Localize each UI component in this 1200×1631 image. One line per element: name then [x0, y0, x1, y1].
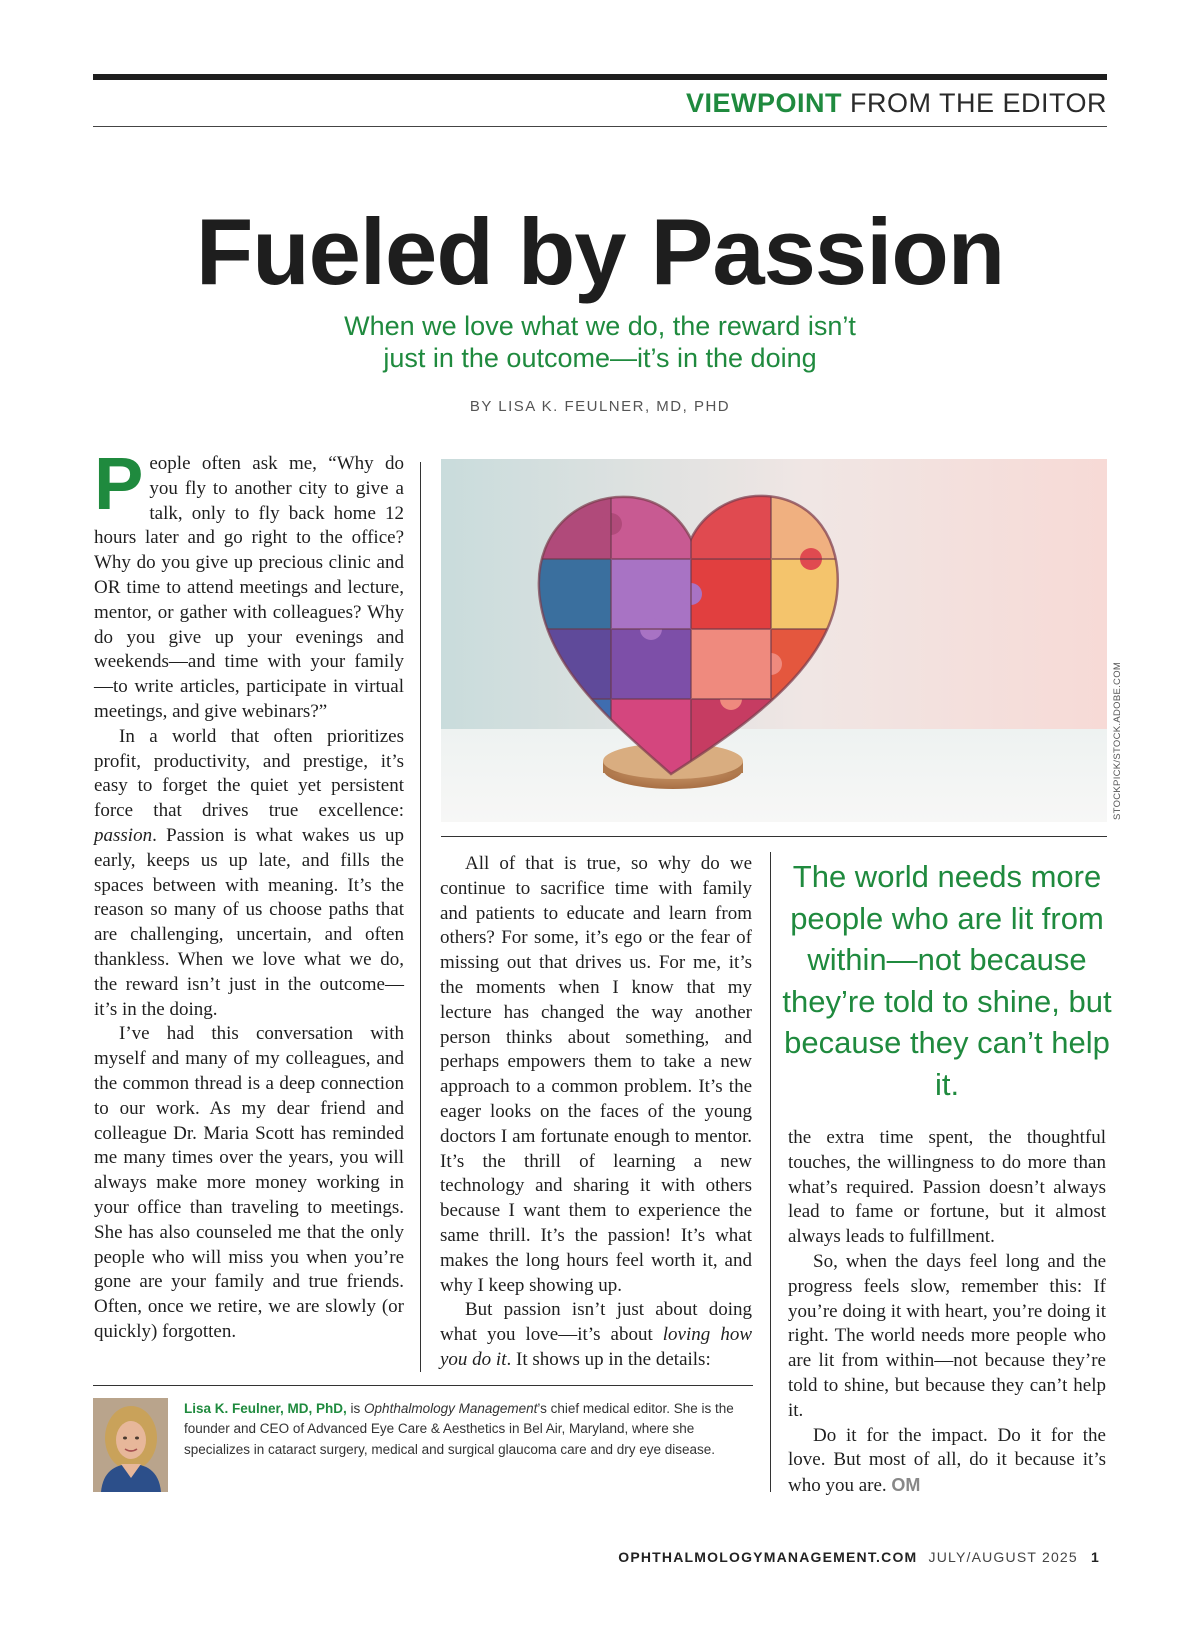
bio-text: is — [346, 1401, 365, 1416]
bio-rule — [93, 1385, 753, 1386]
header-rule — [93, 126, 1107, 127]
author-avatar — [93, 1398, 168, 1492]
emphasis: loving how you do it — [440, 1324, 752, 1370]
paragraph: All of that is true, so why do we continue to sacrifice time with family and patients to educate and learn from others? For some, it’s ego or the fear of missing out that drives us. For me, it’s the moments when I know that my lecture has changed the way another person thinks about something, and perhaps empowers them to take a new approach to a common problem. It’s the eager looks on the faces of the young doctors I am fortunate enough to mentor. It’s the thrill of learning a new technology and sharing it with others because I want them to experience the same thrill. It’s the passion! It’s what makes the long hours feel worth it, and why I keep showing up. — [440, 853, 752, 1296]
page-footer — [618, 1549, 1100, 1565]
drop-cap: P — [94, 442, 144, 525]
paragraph: I’ve had this conversation with myself and many of my colleagues, and the common thread is a deep connection to our work. As my dear friend and colleague Dr. Maria Scott has reminded me many times over the years, you will always make more money working in your office than traveling to meetings. She has also counseled me that the only people who will miss you when you’re gone are your family and true friends. Often, once we retire, we are slowly (or quickly) forgotten. — [94, 1023, 404, 1342]
heart-puzzle-image — [441, 459, 1107, 822]
byline: BY LISA K. FEULNER, MD, PHD — [469, 398, 731, 415]
paragraph — [440, 1298, 752, 1372]
author-bio — [184, 1399, 754, 1460]
bio-name: Lisa K. Feulner, MD, PhD, — [184, 1401, 347, 1416]
column-3 — [788, 1126, 1106, 1499]
emphasis: passion — [94, 824, 153, 846]
paragraph-text: . Passion is what wakes us up early, keeps us up late, and fills the spaces between with meaning. It’s the reason so many of us choose paths that are challenging, uncertain, and often thankless. When we love what we do, the reward isn’t just in the outcome—it’s in the doing. — [94, 824, 404, 1020]
paragraph — [94, 725, 404, 1023]
heart-puzzle-illustration — [441, 459, 1107, 822]
dek-line-2: just in the outcome—it’s in the doing — [383, 343, 817, 373]
paragraph: So, when the days feel long and the progress feels slow, remember this: If you’re doing it with heart, you’re doing it right. The world needs more people who are lit from within—not because they’re told to shine, but because they can’t help it. — [788, 1250, 1106, 1421]
footer-issue: JULY/AUGUST 2025 — [928, 1549, 1078, 1565]
paragraph — [788, 1424, 1106, 1499]
article-dek — [250, 310, 950, 374]
paragraph-text: But passion isn’t just about doing what you love—it’s about — [440, 1299, 752, 1346]
paragraph-text: In a world that often prioritizes profit, productivity, and prestige, it’s easy to forget the quiet yet persistent force that drives true excellence: — [94, 725, 404, 822]
top-rule — [93, 74, 1107, 80]
footer-website: OPHTHALMOLOGYMANAGEMENT.COM — [618, 1549, 918, 1565]
column-divider — [420, 462, 421, 1372]
photo-credit: STOCKPICK/STOCK.ADOBE.COM — [1112, 661, 1123, 820]
pull-quote: The world needs more people who are lit from within—not because they’re told to shine, but because they can’t help it. — [782, 859, 1112, 1102]
column-divider — [770, 852, 771, 1492]
section-kicker: VIEWPOINT — [685, 88, 842, 118]
article-title: Fueled by Passion — [195, 199, 1005, 304]
paragraph-text: . It shows up in the details: — [506, 1348, 711, 1370]
section-header — [686, 88, 1107, 119]
column-1 — [94, 442, 404, 1345]
column-2 — [440, 852, 752, 1373]
paragraph-text: Do it for the impact. Do it for the love. But most of all, do it because it’s who you are. — [788, 1424, 1106, 1497]
end-mark: OM — [891, 1475, 921, 1496]
section-name: FROM THE EDITOR — [849, 88, 1107, 118]
bio-text: ’s chief medical editor. She is the founder and CEO of Advanced Eye Care & Aesthetics in Bel Air, Maryland, where she specializes in cataract surgery, medical and surgical glaucoma care and dry eye disease. — [184, 1401, 734, 1457]
dek-line-1: When we love what we do, the reward isn’t — [344, 311, 856, 341]
paragraph — [94, 442, 404, 725]
author-photo — [93, 1398, 168, 1492]
page-number: 1 — [1091, 1549, 1100, 1565]
paragraph: the extra time spent, the thoughtful touches, the willingness to do more than what’s required. Passion doesn’t always lead to fame or fortune, but it almost always leads to fulfillment. — [788, 1127, 1106, 1248]
publication-name: Ophthalmology Management — [364, 1401, 538, 1416]
paragraph-text: eople often ask me, “Why do you fly to another city to give a talk, only to fly back home 12 hours later and go right to the office? Why do you give up precious clinic and OR time to attend meetings and lecture, mentor, or gather with colleagues? Why do you give up your evenings and weekends—and time with your family—to write articles, participate in virtual meetings, and give webinars?” — [94, 453, 404, 722]
image-rule — [441, 836, 1107, 837]
